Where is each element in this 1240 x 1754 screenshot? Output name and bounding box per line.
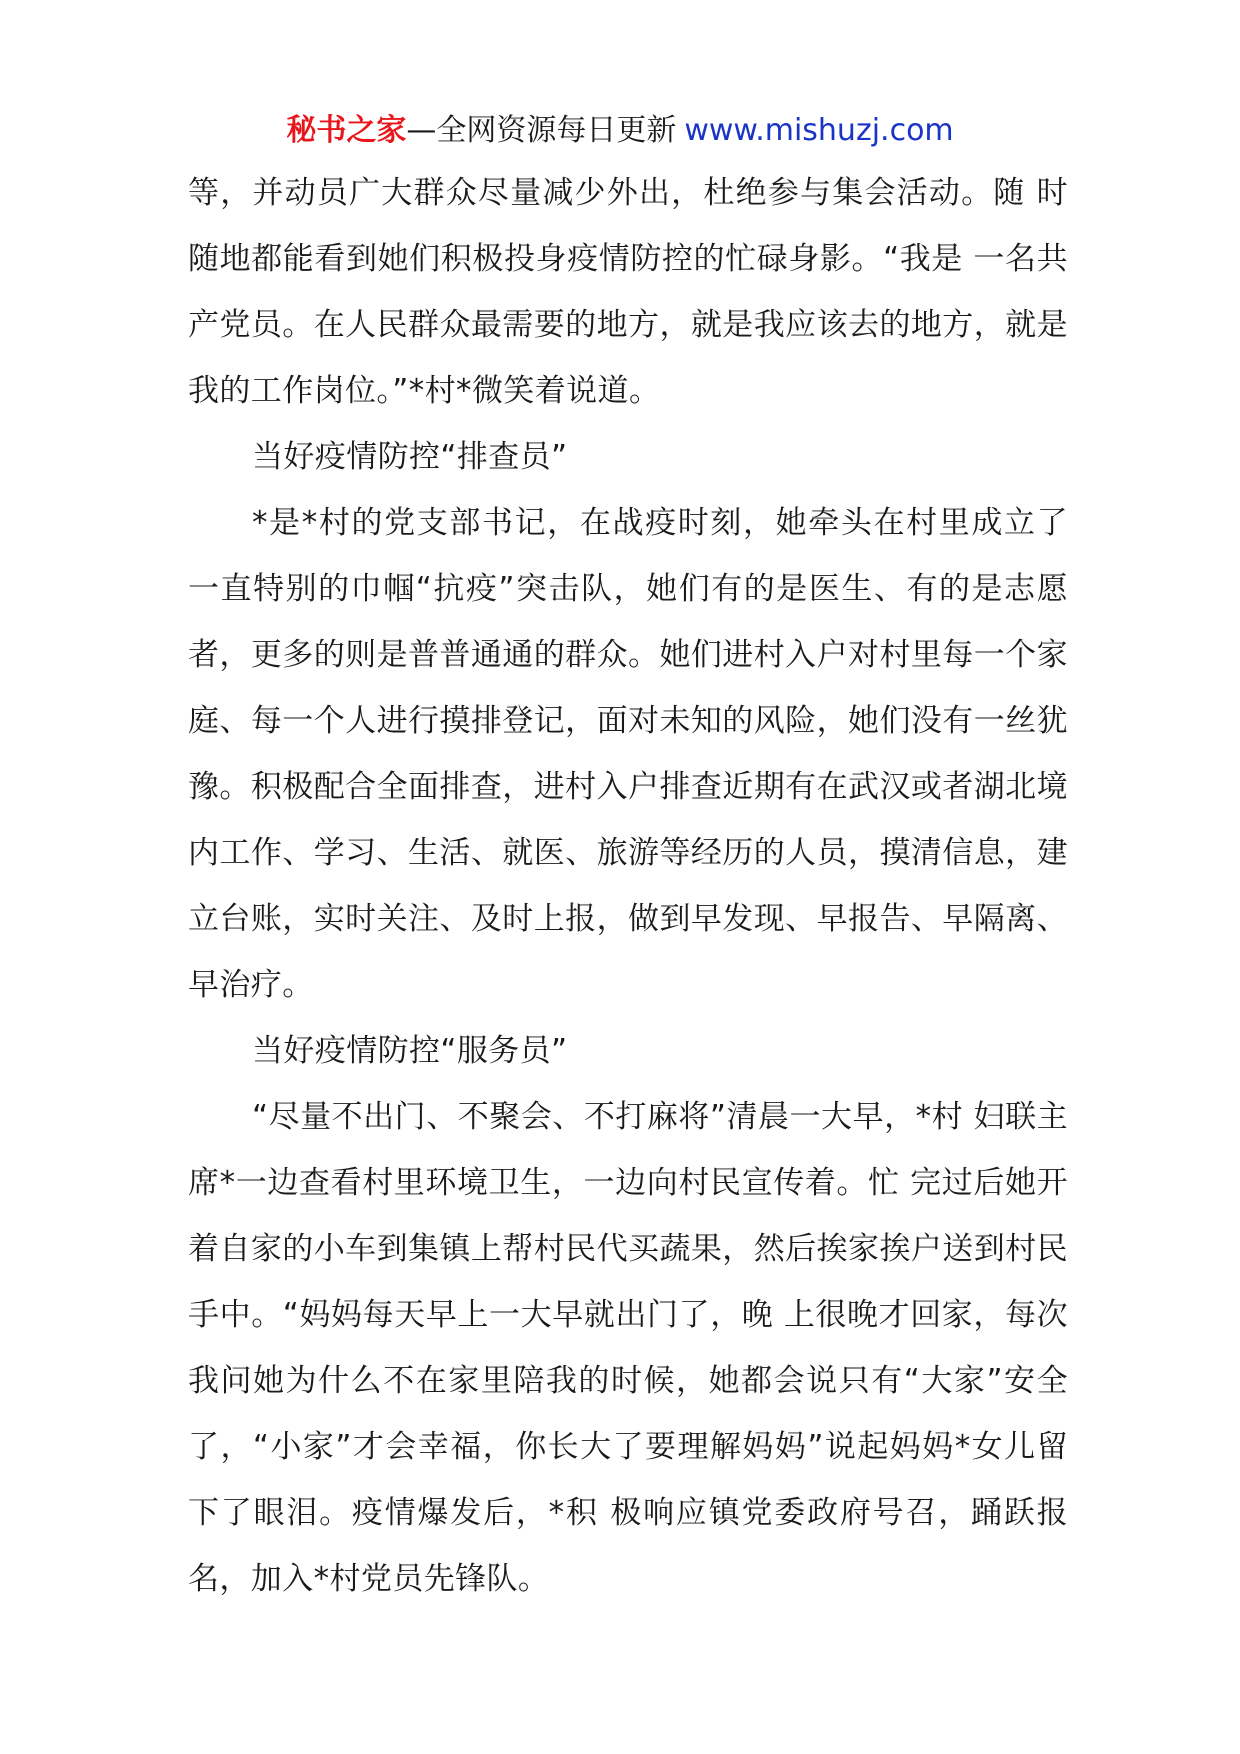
paragraph-inspector: *是*村的党支部书记，在战疫时刻，她牵头在村里成立了一直特别的巾帼“抗疫”突击队，她们有的是医生、有的是志愿者，更多的则是普普通通的群众。她们进村入户对村里每一个家庭、每一个人进行摸排登记，面对未知的风险，她们没有一丝犹豫。积极配合全面排查，进村入户排查近期有在武汉或者湖北境内工作、学习、生活、就医、旅游等经历的人员，摸清信息，建立台账，实时关注、及时上报，做到早发现、早报告、早隔离、早治疗。 <box>188 505 1068 1003</box>
page-header <box>0 106 1240 156</box>
document-body <box>188 160 1068 1612</box>
site-slogan: —全网资源每日更新 <box>406 113 677 148</box>
site-url[interactable]: www.mishuzj.com <box>684 113 954 148</box>
section-heading-inspector: 当好疫情防控“排查员” <box>252 439 568 475</box>
paragraph-continuation: 等，并动员广大群众尽量减少外出，杜绝参与集会活动。随 时随地都能看到她们积极投身疫情防控的忙碌身影。“我是 一名共产党员。在人民群众最需要的地方，就是我应该去的地方，就是我的工作岗位。”*村*微笑着说道。 <box>188 175 1068 409</box>
paragraph-service: “尽量不出门、不聚会、不打麻将”清晨一大早，*村 妇联主席*一边查看村里环境卫生，一边向村民宣传着。忙 完过后她开着自家的小车到集镇上帮村民代买蔬果，然后挨家挨户送到村民手中。“妈妈每天早上一大早就出门了，晚 上很晚才回家，每次我问她为什么不在家里陪我的时候，她都会说只有“大家”安全了，“小家”才会幸福，你长大了要理解妈妈”说起妈妈*女儿留下了眼泪。疫情爆发后，*积 极响应镇党委政府号召，踊跃报名，加入*村党员先锋队。 <box>188 1099 1068 1597</box>
site-brand: 秘书之家 <box>286 113 407 148</box>
section-heading-service: 当好疫情防控“服务员” <box>252 1033 568 1069</box>
